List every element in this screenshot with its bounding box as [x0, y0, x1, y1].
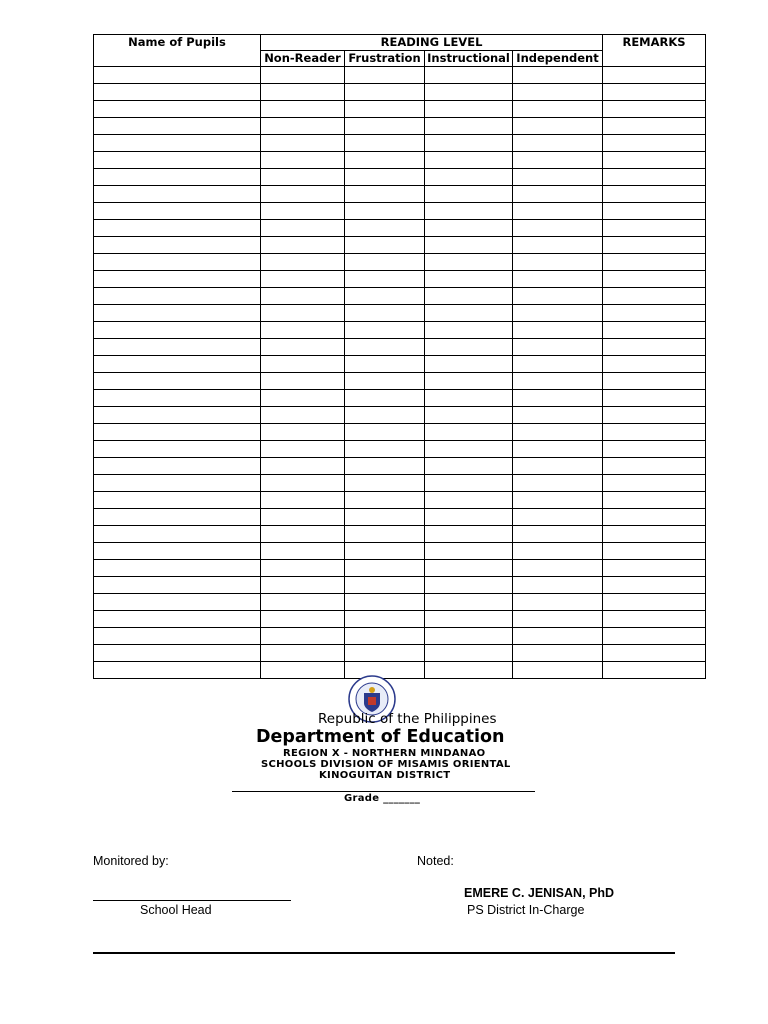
- table-cell[interactable]: [94, 271, 261, 288]
- table-row: [94, 458, 706, 475]
- table-cell[interactable]: [345, 203, 425, 220]
- table-cell[interactable]: [425, 526, 513, 543]
- table-cell[interactable]: [425, 390, 513, 407]
- table-cell[interactable]: [513, 237, 603, 254]
- table-cell[interactable]: [513, 526, 603, 543]
- table-row: [94, 441, 706, 458]
- table-row: [94, 118, 706, 135]
- table-cell[interactable]: [345, 339, 425, 356]
- table-cell[interactable]: [603, 203, 706, 220]
- table-cell[interactable]: [94, 441, 261, 458]
- noted-by-name: EMERE C. JENISAN, PhD: [464, 886, 615, 900]
- table-cell[interactable]: [261, 645, 345, 662]
- table-cell[interactable]: [345, 237, 425, 254]
- table-cell[interactable]: [603, 577, 706, 594]
- table-cell[interactable]: [345, 441, 425, 458]
- table-cell[interactable]: [345, 101, 425, 118]
- table-cell[interactable]: [261, 458, 345, 475]
- table-cell[interactable]: [261, 356, 345, 373]
- table-cell[interactable]: [513, 407, 603, 424]
- table-cell[interactable]: [603, 543, 706, 560]
- table-cell[interactable]: [425, 254, 513, 271]
- table-cell[interactable]: [261, 288, 345, 305]
- table-cell[interactable]: [261, 339, 345, 356]
- table-cell[interactable]: [94, 237, 261, 254]
- table-cell[interactable]: [425, 458, 513, 475]
- table-cell[interactable]: [345, 305, 425, 322]
- table-cell[interactable]: [425, 322, 513, 339]
- header-independent: Independent: [513, 51, 603, 67]
- table-cell[interactable]: [513, 118, 603, 135]
- header-reading-level: READING LEVEL: [261, 35, 603, 51]
- table-cell[interactable]: [603, 509, 706, 526]
- table-cell[interactable]: [345, 254, 425, 271]
- table-cell[interactable]: [345, 560, 425, 577]
- table-cell[interactable]: [345, 577, 425, 594]
- table-cell[interactable]: [425, 475, 513, 492]
- table-cell[interactable]: [94, 475, 261, 492]
- table-row: [94, 203, 706, 220]
- header-instructional: Instructional: [425, 51, 513, 67]
- table-cell[interactable]: [425, 645, 513, 662]
- header-remarks: REMARKS: [603, 35, 706, 67]
- header-non-reader: Non-Reader: [261, 51, 345, 67]
- table-cell[interactable]: [261, 543, 345, 560]
- table-cell[interactable]: [425, 84, 513, 101]
- table-cell[interactable]: [603, 441, 706, 458]
- table-cell[interactable]: [261, 169, 345, 186]
- table-cell[interactable]: [345, 322, 425, 339]
- table-cell[interactable]: [261, 305, 345, 322]
- table-cell[interactable]: [513, 373, 603, 390]
- table-cell[interactable]: [513, 356, 603, 373]
- table-cell[interactable]: [345, 645, 425, 662]
- table-cell[interactable]: [425, 271, 513, 288]
- table-cell[interactable]: [261, 271, 345, 288]
- table-row: [94, 560, 706, 577]
- table-row: [94, 169, 706, 186]
- table-cell[interactable]: [603, 339, 706, 356]
- table-cell[interactable]: [603, 322, 706, 339]
- table-cell[interactable]: [513, 254, 603, 271]
- table-row: [94, 237, 706, 254]
- table-cell[interactable]: [513, 101, 603, 118]
- table-cell[interactable]: [425, 577, 513, 594]
- table-cell[interactable]: [425, 441, 513, 458]
- table-row: [94, 611, 706, 628]
- table-cell[interactable]: [425, 611, 513, 628]
- table-cell[interactable]: [425, 594, 513, 611]
- table-cell[interactable]: [94, 356, 261, 373]
- table-cell[interactable]: [513, 458, 603, 475]
- table-cell[interactable]: [425, 186, 513, 203]
- table-cell[interactable]: [94, 288, 261, 305]
- table-cell[interactable]: [94, 577, 261, 594]
- table-row: [94, 186, 706, 203]
- table-cell[interactable]: [603, 169, 706, 186]
- table-cell[interactable]: [345, 356, 425, 373]
- table-cell[interactable]: [261, 390, 345, 407]
- table-cell[interactable]: [261, 560, 345, 577]
- table-cell[interactable]: [513, 152, 603, 169]
- table-cell[interactable]: [603, 152, 706, 169]
- table-row: [94, 543, 706, 560]
- table-cell[interactable]: [513, 135, 603, 152]
- table-cell[interactable]: [425, 203, 513, 220]
- table-row: [94, 254, 706, 271]
- reading-level-table: [93, 34, 706, 679]
- table-row: [94, 373, 706, 390]
- table-cell[interactable]: [603, 67, 706, 84]
- district-label: KINOGUITAN DISTRICT: [319, 770, 451, 781]
- table-cell[interactable]: [94, 305, 261, 322]
- school-name-blank-line: [232, 791, 535, 792]
- table-row: [94, 339, 706, 356]
- table-cell[interactable]: [513, 441, 603, 458]
- table-cell[interactable]: [345, 169, 425, 186]
- table-cell[interactable]: [603, 356, 706, 373]
- table-cell[interactable]: [94, 67, 261, 84]
- table-cell[interactable]: [603, 611, 706, 628]
- table-row: [94, 67, 706, 84]
- table-cell[interactable]: [261, 662, 345, 679]
- table-cell[interactable]: [261, 186, 345, 203]
- table-cell[interactable]: [261, 67, 345, 84]
- table-cell[interactable]: [94, 407, 261, 424]
- table-row: [94, 390, 706, 407]
- table-cell[interactable]: [513, 84, 603, 101]
- table-cell[interactable]: [603, 305, 706, 322]
- table-cell[interactable]: [94, 628, 261, 645]
- table-cell[interactable]: [513, 339, 603, 356]
- table-cell[interactable]: [261, 237, 345, 254]
- table-cell[interactable]: [94, 339, 261, 356]
- table-cell[interactable]: [513, 220, 603, 237]
- table-body: [94, 67, 706, 679]
- table-cell[interactable]: [261, 611, 345, 628]
- table-cell[interactable]: [513, 628, 603, 645]
- table-cell[interactable]: [603, 288, 706, 305]
- republic-title: Republic of the Philippines: [318, 711, 497, 727]
- table-cell[interactable]: [513, 288, 603, 305]
- table-cell[interactable]: [425, 424, 513, 441]
- table-cell[interactable]: [513, 322, 603, 339]
- table-row: [94, 628, 706, 645]
- table-cell[interactable]: [94, 645, 261, 662]
- table-cell[interactable]: [345, 84, 425, 101]
- table-cell[interactable]: [603, 458, 706, 475]
- table-cell[interactable]: [94, 373, 261, 390]
- table-cell[interactable]: [603, 271, 706, 288]
- table-cell[interactable]: [345, 220, 425, 237]
- table-cell[interactable]: [261, 441, 345, 458]
- table-cell[interactable]: [603, 254, 706, 271]
- table-cell[interactable]: [94, 526, 261, 543]
- table-cell[interactable]: [94, 560, 261, 577]
- table-cell[interactable]: [603, 560, 706, 577]
- table-cell[interactable]: [603, 237, 706, 254]
- table-cell[interactable]: [425, 628, 513, 645]
- table-row: [94, 526, 706, 543]
- table-cell[interactable]: [603, 645, 706, 662]
- table-cell[interactable]: [603, 390, 706, 407]
- header-frustration: Frustration: [345, 51, 425, 67]
- table-cell[interactable]: [94, 118, 261, 135]
- table-cell[interactable]: [513, 390, 603, 407]
- table-cell[interactable]: [261, 475, 345, 492]
- table-row: [94, 271, 706, 288]
- school-head-signature-line: [93, 900, 291, 901]
- table-cell[interactable]: [94, 322, 261, 339]
- table-cell[interactable]: [425, 135, 513, 152]
- table-cell[interactable]: [425, 152, 513, 169]
- table-cell[interactable]: [425, 509, 513, 526]
- table-cell[interactable]: [425, 118, 513, 135]
- table-row: [94, 84, 706, 101]
- table-header-row: [94, 35, 706, 51]
- grade-label: Grade _______: [344, 793, 421, 804]
- table-cell[interactable]: [345, 407, 425, 424]
- table-cell[interactable]: [261, 594, 345, 611]
- table-cell[interactable]: [513, 662, 603, 679]
- table-cell[interactable]: [603, 118, 706, 135]
- ps-district-label: PS District In-Charge: [467, 903, 585, 917]
- header-name-of-pupils: Name of Pupils: [94, 35, 261, 67]
- table-cell[interactable]: [513, 67, 603, 84]
- table-cell[interactable]: [603, 186, 706, 203]
- table-cell[interactable]: [261, 373, 345, 390]
- monitored-by-label: Monitored by:: [93, 854, 169, 868]
- table-row: [94, 662, 706, 679]
- table-cell[interactable]: [94, 101, 261, 118]
- table-cell[interactable]: [345, 135, 425, 152]
- table-cell[interactable]: [603, 135, 706, 152]
- table-cell[interactable]: [261, 526, 345, 543]
- table-cell[interactable]: [345, 152, 425, 169]
- table-cell[interactable]: [345, 288, 425, 305]
- table-cell[interactable]: [261, 118, 345, 135]
- table-cell[interactable]: [513, 560, 603, 577]
- table-row: [94, 492, 706, 509]
- table-row: [94, 101, 706, 118]
- table-cell[interactable]: [603, 220, 706, 237]
- table-cell[interactable]: [513, 509, 603, 526]
- table-row: [94, 152, 706, 169]
- table-cell[interactable]: [261, 322, 345, 339]
- table-cell[interactable]: [603, 373, 706, 390]
- table-cell[interactable]: [425, 373, 513, 390]
- table-cell[interactable]: [513, 543, 603, 560]
- table-cell[interactable]: [94, 594, 261, 611]
- table-cell[interactable]: [513, 271, 603, 288]
- table-cell[interactable]: [261, 135, 345, 152]
- table-cell[interactable]: [94, 509, 261, 526]
- table-cell[interactable]: [261, 101, 345, 118]
- table-cell[interactable]: [425, 543, 513, 560]
- table-cell[interactable]: [603, 101, 706, 118]
- table-row: [94, 509, 706, 526]
- table-cell[interactable]: [94, 662, 261, 679]
- table-row: [94, 220, 706, 237]
- table-cell[interactable]: [425, 305, 513, 322]
- table-cell[interactable]: [261, 577, 345, 594]
- table-cell[interactable]: [425, 288, 513, 305]
- table-cell[interactable]: [261, 492, 345, 509]
- table-cell[interactable]: [425, 662, 513, 679]
- table-cell[interactable]: [94, 220, 261, 237]
- table-cell[interactable]: [94, 254, 261, 271]
- table-cell[interactable]: [94, 458, 261, 475]
- table-cell[interactable]: [261, 254, 345, 271]
- table-cell[interactable]: [425, 356, 513, 373]
- table-cell[interactable]: [261, 152, 345, 169]
- table-cell[interactable]: [345, 271, 425, 288]
- table-cell[interactable]: [94, 186, 261, 203]
- table-cell[interactable]: [94, 492, 261, 509]
- table-cell[interactable]: [94, 135, 261, 152]
- table-cell[interactable]: [94, 543, 261, 560]
- table-cell[interactable]: [261, 509, 345, 526]
- table-cell[interactable]: [345, 611, 425, 628]
- table-cell[interactable]: [513, 475, 603, 492]
- table-cell[interactable]: [345, 475, 425, 492]
- table-row: [94, 594, 706, 611]
- table-row: [94, 322, 706, 339]
- table-cell[interactable]: [94, 424, 261, 441]
- noted-label: Noted:: [417, 854, 454, 868]
- table-cell[interactable]: [261, 84, 345, 101]
- table-cell[interactable]: [513, 203, 603, 220]
- table-cell[interactable]: [261, 407, 345, 424]
- table-cell[interactable]: [425, 237, 513, 254]
- table-cell[interactable]: [94, 152, 261, 169]
- table-cell[interactable]: [513, 577, 603, 594]
- table-cell[interactable]: [425, 492, 513, 509]
- table-row: [94, 577, 706, 594]
- division-label: SCHOOLS DIVISION OF MISAMIS ORIENTAL: [261, 759, 511, 770]
- table-cell[interactable]: [345, 543, 425, 560]
- table-cell[interactable]: [603, 407, 706, 424]
- table-cell[interactable]: [345, 373, 425, 390]
- table-cell[interactable]: [345, 390, 425, 407]
- table-row: [94, 475, 706, 492]
- table-cell[interactable]: [603, 492, 706, 509]
- table-cell[interactable]: [603, 662, 706, 679]
- table-cell[interactable]: [345, 628, 425, 645]
- table-cell[interactable]: [94, 84, 261, 101]
- table-row: [94, 424, 706, 441]
- table-cell[interactable]: [603, 84, 706, 101]
- table-cell[interactable]: [345, 594, 425, 611]
- table-cell[interactable]: [425, 67, 513, 84]
- table-cell[interactable]: [603, 424, 706, 441]
- table-cell[interactable]: [261, 203, 345, 220]
- table-cell[interactable]: [94, 169, 261, 186]
- table-cell[interactable]: [425, 339, 513, 356]
- table-cell[interactable]: [345, 458, 425, 475]
- table-cell[interactable]: [425, 220, 513, 237]
- table-cell[interactable]: [425, 560, 513, 577]
- table-cell[interactable]: [425, 169, 513, 186]
- table-row: [94, 356, 706, 373]
- table-cell[interactable]: [261, 424, 345, 441]
- table-cell[interactable]: [513, 594, 603, 611]
- bottom-divider: [93, 952, 675, 954]
- region-label: REGION X - NORTHERN MINDANAO: [283, 748, 486, 759]
- table-row: [94, 135, 706, 152]
- table-cell[interactable]: [261, 628, 345, 645]
- table-cell[interactable]: [513, 169, 603, 186]
- table-cell[interactable]: [513, 424, 603, 441]
- table-cell[interactable]: [603, 475, 706, 492]
- table-cell[interactable]: [513, 186, 603, 203]
- table-cell[interactable]: [425, 101, 513, 118]
- department-title: Department of Education: [256, 727, 505, 747]
- table-cell[interactable]: [513, 611, 603, 628]
- table-cell[interactable]: [261, 220, 345, 237]
- table-row: [94, 645, 706, 662]
- table-cell[interactable]: [513, 305, 603, 322]
- table-cell[interactable]: [94, 203, 261, 220]
- table-cell[interactable]: [94, 390, 261, 407]
- table-row: [94, 305, 706, 322]
- table-cell[interactable]: [345, 186, 425, 203]
- table-cell[interactable]: [425, 407, 513, 424]
- table-cell[interactable]: [94, 611, 261, 628]
- table-cell[interactable]: [345, 509, 425, 526]
- table-cell[interactable]: [603, 594, 706, 611]
- table-cell[interactable]: [345, 526, 425, 543]
- table-cell[interactable]: [345, 424, 425, 441]
- table-row: [94, 407, 706, 424]
- table-cell[interactable]: [513, 645, 603, 662]
- table-cell[interactable]: [345, 67, 425, 84]
- table-row: [94, 288, 706, 305]
- table-cell[interactable]: [345, 118, 425, 135]
- table-cell[interactable]: [513, 492, 603, 509]
- table-cell[interactable]: [603, 628, 706, 645]
- table-cell[interactable]: [603, 526, 706, 543]
- table-cell[interactable]: [345, 492, 425, 509]
- school-head-label: School Head: [140, 903, 212, 917]
